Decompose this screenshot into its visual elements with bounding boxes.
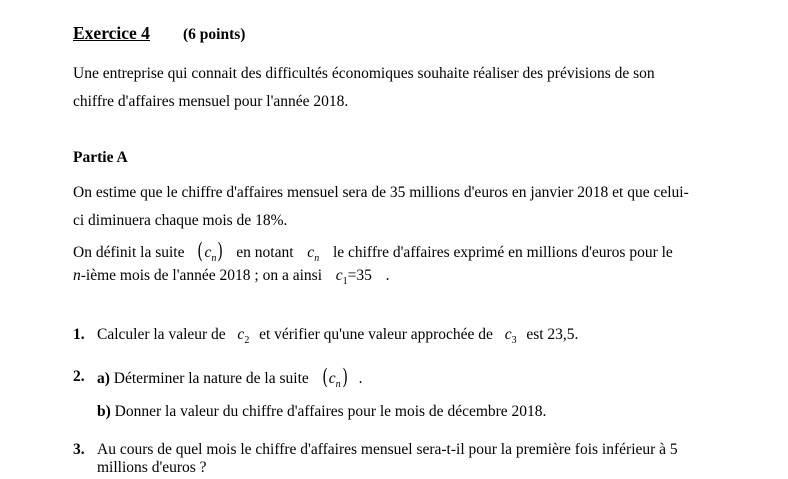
question-1-text: Calculer la valeur de $c_2$ et vérifier qu'une valeur approchée de $c_3$ est 23,5.	[97, 326, 579, 346]
q2a-label: a)	[97, 370, 110, 387]
part-a-line-4	[73, 267, 390, 287]
exercise-points: (6 points)	[183, 26, 246, 43]
exercise-title: Exercice 4	[73, 23, 150, 43]
notation-text: en notant	[236, 244, 294, 261]
question-2-number: 2.	[73, 368, 85, 385]
c2-term: $c_2$	[237, 326, 250, 346]
part-a-heading: Partie A	[73, 149, 128, 166]
suite-cn-expr-q2: $(c_n)$	[321, 365, 348, 390]
cn-term: $c_n$	[307, 244, 320, 264]
part-a-line-3	[73, 239, 673, 264]
part-a-line-2: ci diminuera chaque mois de 18%.	[73, 212, 288, 229]
intro-line-2: chiffre d'affaires mensuel pour l'année 2018.	[73, 93, 349, 110]
suite-cn-expr: $(c_n)$	[197, 239, 224, 264]
suite-def-text: On définit la suite	[73, 244, 185, 261]
intro-line-1: Une entreprise qui connait des difficultés économiques souhaite réaliser des prévisions de son	[73, 65, 655, 82]
question-2b-text: b) Donner la valeur du chiffre d'affaires pour le mois de décembre 2018.	[97, 403, 547, 420]
question-3-line-1: Au cours de quel mois le chiffre d'affaires mensuel sera-t-il pour la première fois inférieur à 5	[97, 441, 678, 458]
question-3-line-2: millions d'euros ?	[97, 459, 207, 476]
line-end-period: .	[385, 267, 390, 284]
month-text: -ième mois de l'année 2018 ; on a ainsi	[80, 267, 323, 284]
q2b-label: b)	[97, 403, 111, 420]
n-variable: n	[73, 267, 81, 284]
question-1-number: 1.	[73, 326, 85, 343]
question-3-number: 3.	[73, 441, 85, 458]
question-2a-text: a) Déterminer la nature de la suite $(c_n)$ .	[97, 365, 363, 390]
c1-equation: $c_1=35$	[335, 267, 372, 287]
part-a-line-1: On estime que le chiffre d'affaires mensuel sera de 35 millions d'euros en janvier 2018 et que celui-	[73, 184, 689, 201]
c3-term: $c_3$	[504, 326, 517, 346]
definition-text: le chiffre d'affaires exprimé en millions d'euros pour le	[332, 244, 673, 261]
